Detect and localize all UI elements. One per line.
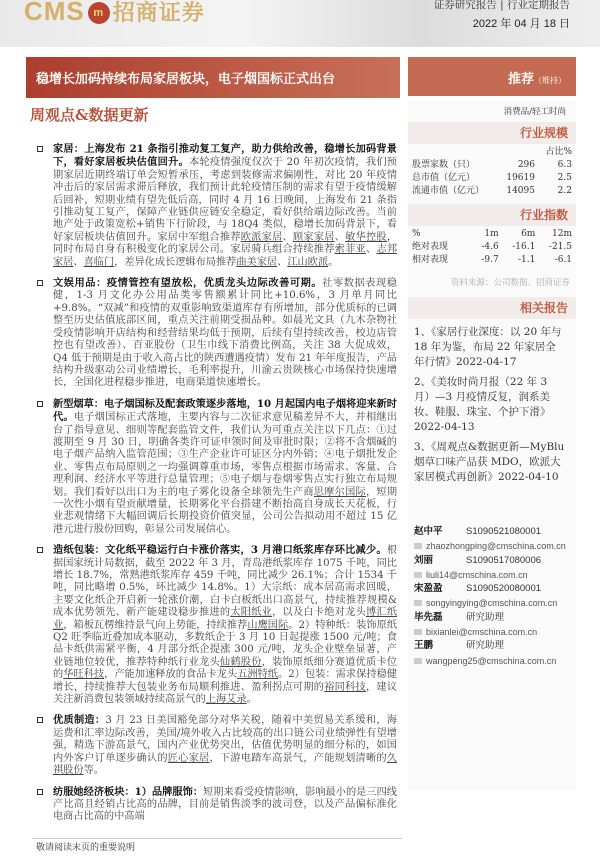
cell: 296	[517, 160, 535, 170]
stock-link[interactable]: 曲美家居	[236, 256, 278, 268]
paragraph-text: 、	[334, 231, 346, 243]
paragraph-text: ，下游电踏车高景气，产能规划清晰的	[209, 752, 387, 764]
stock-link[interactable]: 喜临门	[83, 256, 115, 268]
cell: 6.3	[557, 160, 572, 170]
cell: -16.1	[512, 242, 536, 252]
bullet-paragraph	[37, 143, 397, 269]
cell: -4.6	[481, 242, 499, 252]
stock-link[interactable]: 匠心家居	[167, 752, 210, 764]
checkbox-bullet-icon	[37, 401, 43, 407]
stock-link[interactable]: 江山欧派	[287, 256, 329, 268]
paragraph-text: ，箱板瓦楞维持景气向上势能，持续推荐	[63, 619, 248, 631]
stock-link[interactable]: 太阳纸业	[230, 607, 273, 619]
envelope-icon	[414, 600, 422, 606]
analyst-email[interactable]: wangpeng25@cmschina.com.cn	[426, 655, 557, 666]
paragraph-lead: 家居：上海发布 21 条指引推动复工复产，助力供给改善，稳增长加码背景下，看好家居板块估值回升。	[53, 143, 397, 169]
paragraph-list	[37, 143, 397, 824]
analyst-id: 研究助理	[466, 640, 505, 652]
paragraph-text: ，差异化成长逻辑布局推荐	[114, 256, 237, 268]
cell: 6m	[521, 229, 536, 239]
analyst-id: S1090521080001	[466, 526, 542, 537]
stock-link[interactable]: 久祺股份	[53, 752, 398, 777]
stock-link[interactable]: 仙鹤股份	[219, 656, 262, 668]
paragraph-text: 本轮疫情强度仅次于 20 年初次疫情，我们预期家居近期终端订单会短暂承压，考虑到装修需求偏刚性，对比 20 年疫情冲击后的家居需求滞后释放，我们预计此轮疫情压制的需求有望于疫情缓解后回补，短期业绩有望先低后高，同时 4 月 16 日晚间，上海发布 21 条指引推动复工复产，保障产业链供应链安全稳定，看好供给端边际改善。当前地产处于政策宽松+销售下行阶段，与 18Q4 类似，稳增长加码背景下，看好家居板块估值回升。家居中军组合推荐	[53, 157, 397, 243]
stock-link[interactable]: 敏华控股	[345, 231, 387, 243]
envelope-icon	[414, 658, 422, 664]
analyst-row	[414, 639, 576, 653]
related-heading: 相关报告	[408, 297, 576, 319]
checkbox-bullet-icon	[37, 717, 43, 723]
analyst-list	[408, 525, 576, 668]
bullet-paragraph	[37, 544, 397, 706]
analyst-email[interactable]: zhaozhongping@cmschina.com.cn	[426, 541, 566, 552]
analyst-name: 王鹏	[414, 640, 434, 652]
checkbox-bullet-icon	[37, 547, 43, 553]
cell: %	[412, 229, 421, 239]
related-reports	[408, 319, 576, 485]
stock-link[interactable]: 思摩尔国际	[313, 486, 366, 498]
cell: 19619	[506, 173, 535, 183]
cell: -1.1	[517, 255, 536, 265]
sidebar	[408, 100, 576, 790]
table-row	[412, 159, 572, 172]
paragraph-text: 、	[73, 256, 84, 268]
envelope-icon	[414, 543, 422, 549]
stock-link[interactable]: 五洲特纸	[237, 669, 279, 681]
cell: 总市值（亿元）	[412, 173, 476, 183]
analyst-email-row	[414, 654, 576, 668]
analyst-email-row	[414, 625, 576, 639]
paragraph-lead: 文娱用品：疫情管控有望放松，优质龙头边际改善可期。	[53, 277, 323, 290]
analyst-name: 宋盈盈	[414, 583, 443, 595]
stock-link[interactable]: 上海艾录	[205, 694, 247, 706]
bullet-paragraph	[37, 714, 397, 777]
checkbox-bullet-icon	[37, 146, 43, 152]
section-title: 周观点&数据更新	[30, 106, 149, 124]
rating-badge	[408, 57, 576, 96]
paragraph-text: 短期来看受疫情影响，影响最小的是三四线产比高且经销占比高的品牌，目前是销售淡季的波司登，以及产品偏标准化电商占比高的中高端	[53, 786, 397, 823]
cell: 14095	[506, 186, 535, 196]
related-report-link[interactable]: 2、《美妆时尚月报（22 年 3 月）—3 月疫情反复，润系美妆、鞋服、珠宝、个护下滑》2022-04-13	[414, 376, 551, 433]
footer-note: 敬请阅读末页的重要说明	[36, 842, 136, 853]
paragraph-text: 、	[277, 256, 288, 268]
envelope-icon	[414, 572, 422, 578]
paragraph-text: 根据国家统计局数据，截至 2022 年 3 月，青岛港纸浆库存 1075 千吨，同比增长 18.7%，常熟港纸浆库存 459 千吨，同比减少 26.1%；合计 1534 千吨，同比略增 0.5%，环比减少 14.8%。1）大宗纸：成本居高需求回暖，主要文化纸企开启新一轮涨价潮，白卡白板纸出口高景气，持续推荐规模&成本优势领先、新产能建设稳步推进的	[53, 545, 397, 619]
analyst-email-row	[414, 568, 576, 582]
analyst-email[interactable]: bixianlei@cmschina.com.cn	[426, 627, 538, 638]
paragraph-text: 。	[328, 256, 339, 268]
cell: 1m	[484, 229, 499, 239]
rating-note: （维持）	[534, 76, 566, 85]
stock-link[interactable]: 华旺科技	[63, 669, 105, 681]
paragraph-lead: 优质制造：	[53, 714, 106, 727]
cell: 2.2	[557, 186, 572, 196]
analyst-name: 赵中平	[414, 526, 443, 537]
table-row	[412, 172, 572, 185]
cell: -9.7	[481, 255, 499, 265]
paragraph-text: 、	[282, 231, 293, 243]
scale-heading: 行业规模	[408, 122, 576, 144]
paragraph-text: 社零数据表现稳健，1-3 月文化办公用品类零售额累计同比+10.6%，3 月单月同比+9.8%。“双减”和疫情的双重影响致渠道库存有所增加，部分优质标的已调整至历史估值底部区间，重点关注前期受损品种。如晨光文具（九木杂物社受疫情影响开店结构和经营结果均低于预期，后续有望持续改善，校边店管控也有望改善）、百亚股份（卫生巾线下消费比例高，关注 38 大促成效，Q4 低于预期是由于收入高占比的陕西遭遇疫情）发布 21 年年度报告，产品结构升级驱动公司业绩增长，毛利率提升，川渝云贵陕核心市场保持快速增长，全国化进程稳步推进，电商渠道快速增长。	[53, 278, 397, 389]
related-report-link[interactable]: 1、《家居行业深度：以 20 年与 18 年为鉴，布局 22 年家居全年行情》2022-04-17	[414, 326, 562, 368]
cell: 股票家数（只）	[412, 160, 476, 170]
scale-table	[412, 146, 572, 198]
logo-cn: 招商证券	[112, 0, 205, 26]
paragraph-text: 、	[365, 244, 377, 256]
scale-col-header: 占比%	[545, 147, 572, 157]
cell: -6.1	[554, 255, 573, 265]
envelope-icon	[414, 629, 422, 635]
analyst-name: 刘丽	[414, 554, 434, 566]
related-report-link[interactable]: 3、《周观点&数据更新—MyBlu 烟草口味产品获 MDO，欧派大家居模式再创新》2022-04-10	[414, 441, 565, 483]
analyst-row	[414, 554, 576, 568]
cell: 12m	[552, 229, 573, 239]
index-table	[412, 228, 572, 267]
index-heading: 行业指数	[408, 204, 576, 226]
paragraph-lead: 新型烟草：电子烟国标及配套政策逐步落地，10 月起国内电子烟将迎来新时代。	[53, 397, 397, 424]
logo-en: CMS	[24, 0, 85, 26]
paragraph-text: ，短期一次性小烟有望贡献增量，长期雾化平台搭建不断抬高自身成长天花板，行业悲观情绪下大幅回调后长期投资价值突显，公司公告拟动用不超过 15 亿港元进行股份回购，彰显公司发展信心。	[53, 486, 398, 535]
table-row	[412, 241, 572, 254]
paragraph-text: ，以及白卡绝对龙头	[272, 607, 366, 619]
paragraph-text: 3 月 23 日美国豁免部分对华关税，随着中美贸易关系缓和，海运费和汇率边际改善，美国/境外收入占比较高的出口链公司业绩弹性有望增强，精选下游高景气，国内产业优势突出，估值优势明显的细分标的，如国内外客户订单逐步确认的	[53, 715, 397, 764]
stock-link[interactable]: 索菲亚	[334, 244, 366, 256]
bullet-paragraph	[37, 398, 397, 536]
analyst-email-row	[414, 596, 576, 610]
main-content	[37, 143, 397, 860]
analyst-row	[414, 582, 576, 596]
data-source: 资料来源：公司数据、招商证券	[450, 278, 570, 288]
footer-divider	[32, 838, 402, 839]
stock-link[interactable]: 山鹰国际	[247, 619, 289, 631]
stock-link[interactable]: 博汇纸业	[53, 607, 398, 631]
analyst-email[interactable]: songyingying@cmschina.com.cn	[426, 598, 558, 609]
cell: 2.5	[557, 173, 572, 183]
table-row	[412, 185, 572, 198]
checkbox-bullet-icon	[37, 789, 43, 795]
analyst-email-row	[414, 539, 576, 553]
cell: -21.5	[548, 242, 573, 252]
table-row	[412, 254, 572, 267]
bullet-paragraph	[37, 786, 397, 824]
cms-logo	[24, 0, 205, 27]
paragraph-text: ，同时布局自身有积极变化的家居公司。家居骑兵组合持续推荐	[53, 231, 398, 256]
analyst-name: 毕先磊	[414, 611, 443, 623]
stock-link[interactable]: 志邦家居	[53, 244, 398, 268]
stock-link[interactable]: 欧派家居	[240, 231, 283, 243]
bullet-paragraph	[37, 277, 397, 390]
paragraph-lead: 纺服她经济板块：1）品牌服饰：	[53, 785, 204, 798]
cell: 流通市值（亿元）	[412, 186, 485, 196]
report-header	[0, 0, 600, 47]
paragraph-text: 。2）特种纸：装饰原纸 Q2 旺季临近叠加成本驱动，多数纸企于 3 月 10 日起提涨 1500 元/吨；食品卡纸供需紧平衡，4 月部分纸企提涨 300 元/吨，龙头企业壁垒显著，产业链地位较优，推荐特种纸行业龙头	[53, 619, 398, 668]
industry-label: 消费品/轻工时尚	[503, 107, 566, 117]
stock-link[interactable]: 裕同科技	[324, 681, 366, 693]
paragraph-text: 电子烟国标正式落地，主要内容与二次征求意见稿差异不大，并相继出台了指导意见、细则等配套监管文件，我们认为可重点关注以下几点：①过渡期至 9 月 30 日，明确各类许可证申领时间及审批时限；②将不含烟碱的电子烟产品纳入监管范围；③生产企业许可证区分内外销；④电子烟批发企业、零售点布局原则之一均强调尊重市场，零售点根据市场需求、客量、合理利润、经济水平等进行总量管理；⑤电子烟与卷烟零售点实行独立布局规划。我们看好以出口为主的电子雾化设备全球领先生产商	[53, 412, 398, 498]
cell: 相对表现	[412, 255, 449, 265]
checkbox-bullet-icon	[37, 280, 43, 286]
paragraph-text: ，产能加速释放的食品卡龙头	[104, 669, 238, 681]
rating: 推荐	[507, 72, 534, 87]
analyst-id: S1090520080001	[466, 583, 542, 595]
paragraph-text: ，建议关注新消费包装领域持续高景气的	[53, 681, 398, 706]
logo-mark-icon: m	[88, 2, 110, 24]
analyst-id: 研究助理	[466, 611, 505, 623]
paragraph-text: 。2）包装：需求保持稳健增长，持续推荐大包装业务布局顺利推进、盈利拐点可期的	[53, 669, 398, 693]
paragraph-lead: 造纸包装：文化纸平稳运行白卡涨价落实，3 月港口纸浆库存环比减少。	[53, 544, 387, 557]
analyst-row	[414, 611, 576, 625]
analyst-row	[414, 525, 576, 539]
report-title: 稳增长加码持续布局家居板块，电子烟国标正式出台	[26, 57, 400, 98]
paragraph-text: 等。	[83, 765, 104, 777]
paragraph-text: ，装饰原纸细分赛道优质卡位的	[53, 656, 398, 681]
analyst-email[interactable]: liuli14@cmschina.com.cn	[426, 569, 528, 580]
cell: 绝对表现	[412, 242, 449, 252]
paragraph-text: 。	[246, 694, 257, 706]
report-date: 2022 年 04 月 18 日	[472, 18, 570, 30]
report-type: 证券研究报告 | 行业定期报告	[433, 0, 570, 11]
stock-link[interactable]: 顾家家居	[292, 231, 335, 243]
analyst-id: S1090517080006	[466, 554, 542, 566]
